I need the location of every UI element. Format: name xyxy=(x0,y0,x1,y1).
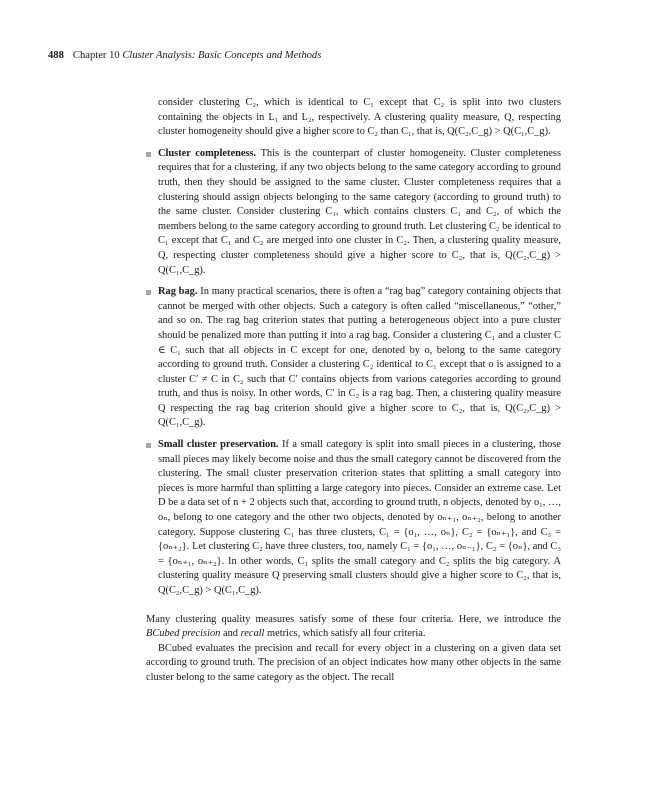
bullet-small-cluster-preservation xyxy=(146,438,561,599)
bullet-square-icon xyxy=(146,443,151,448)
chapter-title: Cluster Analysis: Basic Concepts and Methods xyxy=(122,50,322,61)
chapter-label: Chapter 10 xyxy=(72,50,120,61)
term-recall: recall xyxy=(240,628,265,640)
bullet-title: Cluster completeness. xyxy=(158,147,257,159)
running-header xyxy=(48,49,321,63)
paragraph-bcubed: BCubed evaluates the precision and recall for every object in a clustering on a given data set according to ground truth. The precision of an object indicates how many other objects in the same cluster belong to the same category as the object. The recall xyxy=(146,642,561,683)
body-text xyxy=(146,96,561,686)
bullet-text: This is the counterpart of cluster homogeneity. Cluster completeness requires that for a clustering, if any two objects belong to the same category according to ground truth, then they should be assigned to the same cluster. Cluster completeness requires that a clustering should assign objects belonging to the same category (according to ground truth) to the same cluster. Consider clustering C₁, which contains clusters C₁ and C₂, of which the members belong to the same category according to ground truth. Let clustering C₂ be identical to C₁ except that C₁ and C₂ are merged into one cluster in C₂. Then, a clustering quality measure, Q, respecting cluster completeness should give a higher score to C₂, that is, Q(C₂,C_g) > Q(C₁,C_g). xyxy=(158,147,561,276)
bullet-title: Rag bag. xyxy=(158,286,198,298)
bullet-text: If a small category is split into small pieces in a clustering, those small pieces may likely become noise and thus the small category cannot be discovered from the clustering. The small cluster preservation criterion states that splitting a small category into pieces is more harmful than splitting a large category into pieces. Consider an extreme case. Let D be a data set of n + 2 objects such that, according to ground truth, n objects, denoted by o₁, …, oₙ, belong to one category and the other two objects, denoted by oₙ₊₁, oₙ₊₂, belong to another category. Suppose clustering C₁ has three clusters, C₁ = {o₁, …, oₙ}, C₂ = {oₙ₊₁}, and C₃ = {oₙ₊₂}. Let clustering C₂ have three clusters, too, namely C₁ = {o₁, …, oₙ₋₁}, C₂ = {oₙ}, and C₃ = {oₙ₊₁, oₙ₊₂}. In other words, C₁ splits the small category and C₂ splits the big category. A clustering quality measure Q preserving small clusters should give a higher score to C₂, that is, Q(C₂,C_g) > Q(C₁,C_g). xyxy=(158,439,561,596)
paragraph-criteria: Many clustering quality measures satisfy some of these four criteria. Here, we introduce the BCubed precision and recall metrics, which satisfy all four criteria. xyxy=(146,613,561,640)
bullet-title: Small cluster preservation. xyxy=(158,439,279,451)
bullet-text: In many practical scenarios, there is often a “rag bag” category containing objects that cannot be merged with other objects. Such a category is often called “miscellaneous,” “other,” and so on. The rag bag criterion states that putting a heterogeneous object into a pure cluster should be penalized more than putting it into a rag bag. Consider a clustering C₁ and a cluster C ∈ C₁ such that all objects in C except for one, denoted by o, belong to the same category according to ground truth. Consider a clustering C₂ identical to C₁ except that o is assigned to a cluster C′ ≠ C in C₂ such that C′ contains objects from various categories according to ground truth, and thus is noisy. In other words, C′ in C₂ is a rag bag. Then, a clustering quality measure Q respecting the rag bag criterion should give a higher score to C₂, that is, Q(C₂,C_g) > Q(C₁,C_g). xyxy=(158,286,561,429)
bullet-square-icon xyxy=(146,290,151,295)
bullet-rag-bag xyxy=(146,285,561,431)
continuation-paragraph: consider clustering C₂, which is identical to C₁ except that C₂ is split into two clusters containing the objects in L₁ and L₂, respectively. A clustering quality measure, Q, respecting cluster homogeneity should give a higher score to C₂ than C₁, that is, Q(C₂,C_g) > Q(C₁,C_g). xyxy=(158,97,561,138)
page-number: 488 xyxy=(48,50,64,61)
term-bcubed-precision: BCubed precision xyxy=(146,628,221,640)
bullet-cluster-completeness xyxy=(146,147,561,278)
bullet-square-icon xyxy=(146,152,151,157)
